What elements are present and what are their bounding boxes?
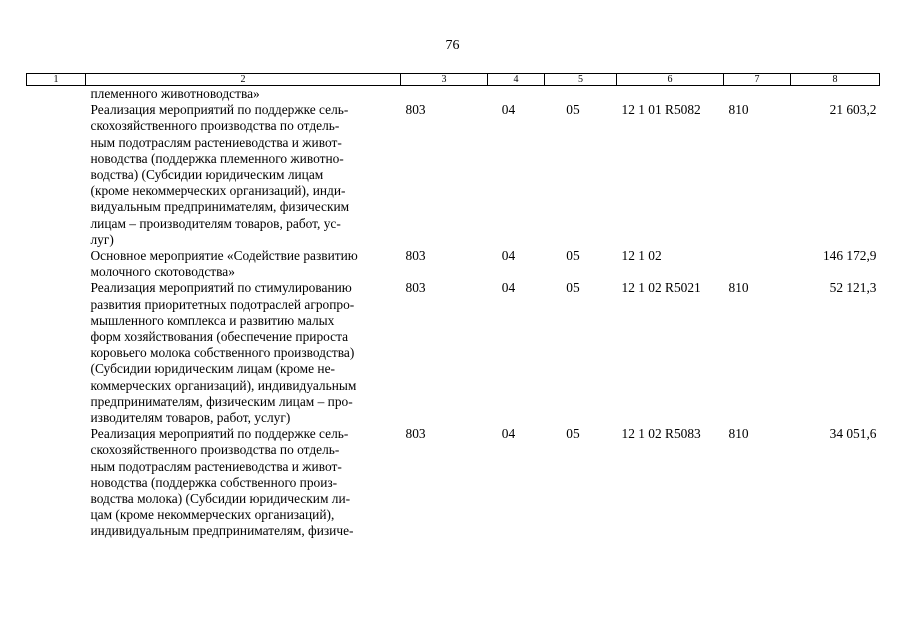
expense-type-cell: 810: [728, 426, 749, 442]
column-number-header-row: [27, 74, 880, 86]
ministry-code-cell: 803: [405, 426, 426, 442]
ministry-code-cell: [401, 86, 488, 103]
amount-cell: 34 051,6: [829, 426, 877, 442]
item-name-line: коровьего молока собственного производства): [90, 345, 355, 361]
column-number: 7: [724, 74, 791, 86]
item-name-line: скохозяйственного производства по отдель-: [90, 118, 340, 134]
subsection-code-cell: 05: [566, 248, 580, 264]
section-code-cell: 04: [501, 248, 516, 264]
item-name-line: индивидуальным предпринимателям, физиче-: [90, 523, 354, 539]
column-number: 3: [401, 74, 488, 86]
column-number: 1: [27, 74, 86, 86]
expense-type-cell: 810: [728, 280, 749, 296]
item-name-cell: [86, 86, 401, 103]
ministry-code-cell: 803: [405, 248, 426, 264]
item-name-line: Реализация мероприятий по поддержке сель-: [90, 102, 349, 118]
item-name-line: молочного скотоводства»: [90, 264, 235, 280]
item-name-cell: [86, 248, 401, 280]
item-name-line: предпринимателям, физическим лицам – про-: [90, 393, 353, 409]
target-article-cell: 12 1 02 R5021: [621, 280, 701, 296]
target-article-cell: [617, 86, 724, 103]
item-name-line: водства молока) (Субсидии юридическим ли-: [90, 491, 351, 507]
item-name-line: луг): [90, 231, 114, 247]
item-name-line: Реализация мероприятий по стимулированию: [90, 280, 352, 296]
table-row: [27, 248, 880, 280]
item-name-line: ным подотраслям растениеводства и живот-: [90, 458, 342, 474]
section-code-cell: 04: [501, 426, 516, 442]
amount-cell: 146 172,9: [822, 248, 877, 264]
column-number: 2: [86, 74, 401, 86]
subsection-code-cell: 05: [566, 426, 580, 442]
item-name-line: (кроме некоммерческих организаций), инди-: [90, 183, 346, 199]
item-name-line: новодства (поддержка собственного произ-: [90, 474, 338, 490]
row-number-cell: [27, 86, 86, 103]
target-article-cell: 12 1 02: [621, 248, 662, 264]
item-name-cell: [86, 280, 401, 426]
item-name-line: лицам – производителям товаров, работ, ус-: [90, 215, 341, 231]
budget-table: [26, 73, 880, 540]
table-row: [27, 86, 880, 103]
ministry-code-cell: 803: [405, 280, 426, 296]
expense-type-cell: [724, 86, 791, 103]
item-name-line: ным подотраслям растениеводства и живот-: [90, 134, 342, 150]
item-name-line: (Субсидии юридическим лицам (кроме не-: [90, 361, 335, 377]
table-row: [27, 426, 880, 539]
amount-cell: [791, 86, 880, 103]
item-name-line: водства) (Субсидии юридическим лицам: [90, 167, 324, 183]
row-number-cell: [27, 102, 86, 248]
item-name-line: Основное мероприятие «Содействие развитию: [90, 248, 358, 264]
table-body: [27, 86, 880, 540]
subsection-code-cell: 05: [566, 102, 580, 118]
item-name-line: видуальным предпринимателям, физическим: [90, 199, 350, 215]
table-row: [27, 102, 880, 248]
item-name-line: мышленного комплекса и развитию малых: [90, 312, 335, 328]
column-number: 5: [545, 74, 617, 86]
amount-cell: 21 603,2: [829, 102, 877, 118]
page-number: 76: [445, 38, 460, 53]
item-name-line: развития приоритетных подотраслей агропро-: [90, 296, 355, 312]
item-name-line: Реализация мероприятий по поддержке сель-: [90, 426, 349, 442]
ministry-code-cell: 803: [405, 102, 426, 118]
target-article-cell: 12 1 01 R5082: [621, 102, 701, 118]
item-name-line: цам (кроме некоммерческих организаций),: [90, 507, 335, 523]
item-name-line: племенного животноводства»: [90, 86, 260, 101]
column-number: 4: [488, 74, 545, 86]
target-article-cell: 12 1 02 R5083: [621, 426, 701, 442]
subsection-code-cell: [545, 86, 617, 103]
column-number: 6: [617, 74, 724, 86]
table-row: [27, 280, 880, 426]
row-number-cell: [27, 280, 86, 426]
row-number-cell: [27, 426, 86, 539]
item-name-cell: [86, 102, 401, 248]
item-name-line: коммерческих организаций), индивидуальным: [90, 377, 357, 393]
section-code-cell: 04: [501, 280, 516, 296]
subsection-code-cell: 05: [566, 280, 580, 296]
section-code-cell: 04: [501, 102, 516, 118]
item-name-line: новодства (поддержка племенного животно-: [90, 150, 344, 166]
expense-type-cell: [724, 248, 791, 280]
row-number-cell: [27, 248, 86, 280]
section-code-cell: [488, 86, 545, 103]
item-name-line: изводителям товаров, работ, услуг): [90, 410, 291, 426]
item-name-cell: [86, 426, 401, 539]
column-number: 8: [791, 74, 880, 86]
item-name-line: форм хозяйствования (обеспечение прироста: [90, 329, 349, 345]
expense-type-cell: 810: [728, 102, 749, 118]
item-name-line: скохозяйственного производства по отдель-: [90, 442, 340, 458]
amount-cell: 52 121,3: [829, 280, 877, 296]
